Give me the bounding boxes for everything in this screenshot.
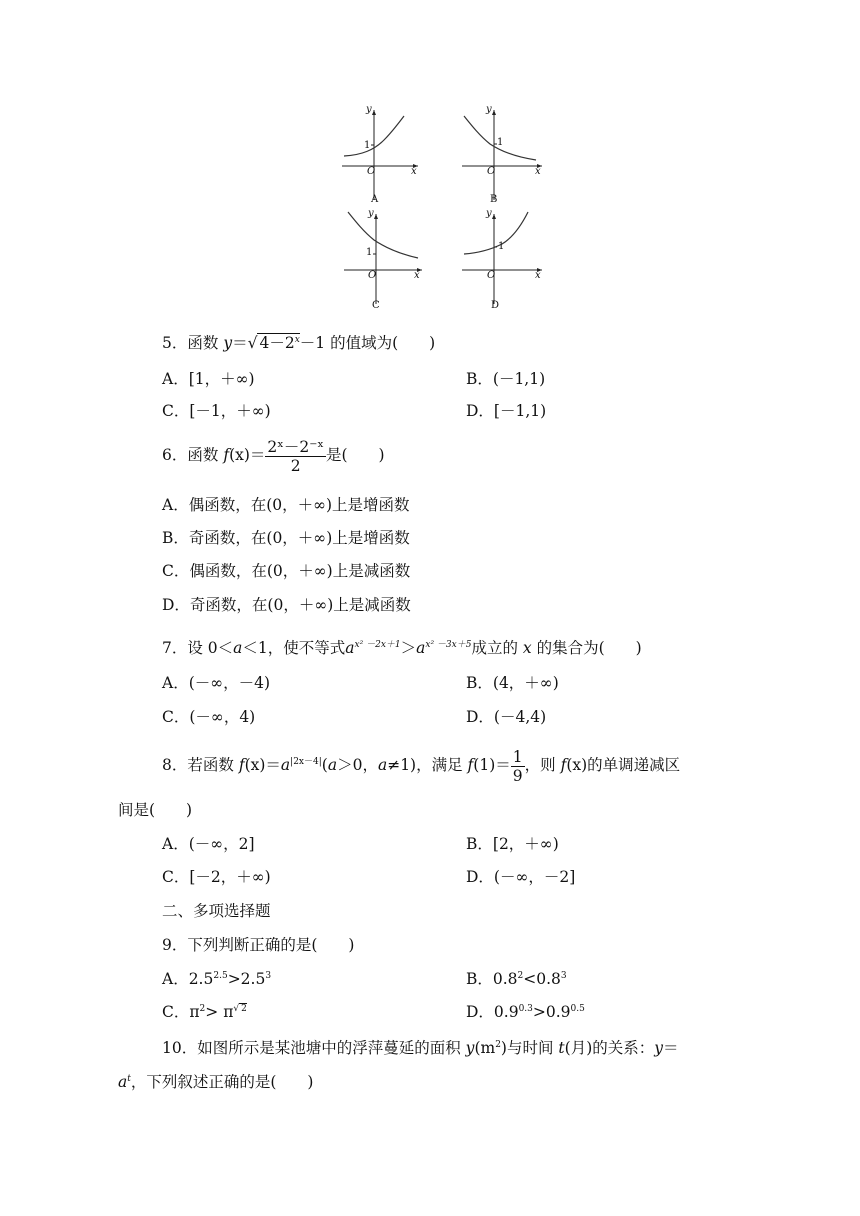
q7-x: x: [522, 639, 532, 657]
q8-tail: 的单调递减区: [587, 756, 681, 774]
q7-exp2: x² －3x＋5: [425, 639, 472, 650]
graph-c: [340, 208, 426, 308]
q7-stem: [162, 638, 642, 658]
q8-number: 8．: [162, 756, 188, 774]
q5-radicand: [257, 333, 299, 352]
q8-a3: a: [377, 756, 388, 774]
q6-tail: 是( ): [325, 446, 385, 464]
q6-option-c: C．偶函数，在(0，＋∞)上是减函数: [162, 562, 411, 580]
q6-denominator: 2: [290, 456, 301, 475]
q10-y2: y: [654, 1039, 664, 1057]
q5-radicand-text: 4－2: [259, 334, 295, 352]
q8-f1: (1)＝: [473, 756, 511, 774]
q5-sqrt: √ $4-2^x$: [247, 334, 300, 352]
graph-b-one-label: 1: [497, 137, 504, 148]
graph-d-letter: D: [491, 300, 500, 311]
q7-base1: a: [345, 639, 355, 657]
q9-a-base: A．2.5: [162, 970, 214, 988]
q9-b-exp2: 3: [560, 970, 567, 981]
q7-tail-b: 的集合为( ): [531, 639, 642, 657]
q10-stem-a: 如图所示是某池塘中的浮萍蔓延的面积: [197, 1039, 466, 1057]
graph-c-x-label: x: [414, 270, 420, 281]
q8-option-a: A．(－∞，2]: [162, 835, 255, 853]
graph-a-y-label: y: [366, 104, 372, 115]
q5-radicand-exp: x: [294, 334, 300, 345]
q8-eq: ＝: [265, 756, 281, 774]
q6-stem: [162, 433, 385, 477]
graph-d-origin-label: O: [487, 270, 496, 281]
q7-number: 7．: [162, 639, 188, 657]
q9-a-exp1: 2.5: [213, 970, 228, 981]
graph-b: [458, 104, 546, 204]
graph-c-caption: [372, 300, 380, 311]
q10-stem-line1: [162, 1038, 679, 1058]
q6-numerator: 2ˣ－2⁻ˣ: [267, 437, 324, 456]
q7-option-c: C．(－∞，4): [162, 708, 256, 726]
q10-unit-b: )与时间: [500, 1039, 559, 1057]
q5-option-c: C．[－1，＋∞): [162, 402, 271, 420]
q7-a: a: [233, 639, 243, 657]
q10-tail: ，下列叙述正确的是( ): [130, 1073, 314, 1091]
q8-option-b: B．[2，＋∞): [466, 835, 559, 853]
graph-c-y-label: y: [368, 208, 374, 219]
q8-after: ，则: [524, 756, 561, 774]
q8-option-c: C．[－2，＋∞): [162, 868, 271, 886]
q9-option-a: [162, 969, 271, 989]
graph-d: [458, 208, 546, 308]
graph-b-x-label: x: [535, 166, 541, 177]
q10-unit-a: (m: [474, 1039, 496, 1057]
q6-option-a: A．偶函数，在(0，＋∞)上是增函数: [162, 496, 410, 514]
graph-b-origin-label: O: [487, 166, 496, 177]
q8-denominator: 9: [512, 766, 523, 785]
q7-option-b: B．(4，＋∞): [466, 674, 559, 692]
q6-x: (x): [229, 446, 250, 464]
q6-f: f: [223, 446, 230, 464]
section-heading: 二、多项选择题: [162, 902, 271, 920]
graph-a-origin-label: O: [367, 166, 376, 177]
q8-f: f: [238, 756, 245, 774]
q7-gt: ＞: [400, 639, 417, 657]
q5-stem-text: 函数: [187, 334, 224, 352]
graph-c-one-label: 1: [366, 247, 373, 258]
q5-number: 5．: [162, 334, 188, 352]
q7-stem-a: 设 0＜: [187, 639, 234, 657]
q8-x2: (x): [566, 756, 588, 774]
q10-number: 10．: [162, 1039, 198, 1057]
q5-y: y: [223, 334, 233, 352]
q9-c-exp1: 2: [199, 1003, 206, 1014]
q8-option-d: D．(－∞，－2]: [466, 868, 576, 886]
q7-option-d: D．(－4,4): [466, 708, 547, 726]
q8-f3: f: [560, 756, 567, 774]
q8-f2: f: [467, 756, 474, 774]
q9-c-base: C．π: [162, 1003, 200, 1021]
q8-stem: [162, 743, 680, 787]
q9-option-d: [466, 1002, 585, 1022]
graph-a-letter: A: [371, 194, 379, 205]
q10-t: t: [558, 1039, 565, 1057]
q5-option-b: B．(－1,1): [466, 370, 546, 388]
q9-c-exp2: 2: [241, 1003, 247, 1014]
q9-d-exp1: 0.3: [518, 1003, 533, 1014]
q9-d-exp2: 0.5: [570, 1003, 585, 1014]
q8-cond-c: ≠1)，满足: [387, 756, 468, 774]
q8-x: (x): [244, 756, 266, 774]
graph-b-caption: [490, 194, 497, 205]
q7-stem-b: ＜1，使不等式: [242, 639, 346, 657]
graph-d-y-label: y: [486, 208, 492, 219]
q8-cond-b: ＞0，: [337, 756, 378, 774]
q10-eq: ＝: [663, 1039, 679, 1057]
q9-option-b: [466, 969, 567, 989]
q8-exp: |2x－4|: [290, 756, 322, 767]
q10-sup-t: t: [127, 1073, 131, 1084]
q7-base2: a: [416, 639, 426, 657]
q6-stem-text: 函数: [187, 446, 224, 464]
q9-b-base: B．0.8: [466, 970, 518, 988]
q5-option-d: D．[－1,1): [466, 402, 547, 420]
graph-b-y-label: y: [486, 104, 492, 115]
graph-a-x-label: x: [411, 166, 417, 177]
q9-a-exp2: 3: [265, 970, 272, 981]
q8-a2: a: [327, 756, 338, 774]
graph-d-caption: [491, 300, 499, 311]
q5-eq: ＝: [232, 334, 248, 352]
q10-y: y: [465, 1039, 475, 1057]
q6-number: 6．: [162, 446, 188, 464]
q9-a-mid: >2.5: [227, 970, 266, 988]
graph-a: [338, 104, 422, 204]
q8-line2: 间是( ): [118, 801, 193, 819]
q6-eq: ＝: [249, 446, 266, 464]
q5-option-a: A．[1，＋∞): [162, 370, 255, 388]
graph-b-letter: B: [490, 194, 498, 205]
graph-a-one-label: 1: [364, 140, 371, 151]
q10-unit-sup: 2: [495, 1039, 501, 1050]
q6-option-b: B．奇函数，在(0，＋∞)上是增函数: [162, 529, 410, 547]
q7-exp1: x² －2x＋1: [354, 639, 401, 650]
q5-tail: －1 的值域为( ): [299, 334, 436, 352]
q8-cond-a: (: [321, 756, 328, 774]
q9-b-exp1: 2: [517, 970, 524, 981]
q9-stem: 9．下列判断正确的是( ): [162, 936, 355, 954]
q10-a: a: [118, 1073, 128, 1091]
q9-d-base: D．0.9: [466, 1003, 519, 1021]
q5-stem: [162, 333, 435, 353]
graph-c-origin-label: O: [368, 270, 377, 281]
graph-d-x-label: x: [535, 270, 541, 281]
q8-numerator: 1: [512, 747, 523, 766]
q7-tail-a: 成立的: [471, 639, 523, 657]
q7-option-a: A．(－∞，－4): [162, 674, 271, 692]
q10-stem-b: (月)的关系：: [564, 1039, 655, 1057]
q8-stem-a: 若函数: [187, 756, 239, 774]
graph-d-one-label: 1: [498, 241, 505, 252]
q9-c-mid: > π: [205, 1003, 234, 1021]
q6-option-d: D．奇函数，在(0，＋∞)上是减函数: [162, 596, 411, 614]
q9-d-mid: >0.9: [532, 1003, 571, 1021]
q8-a: a: [280, 756, 291, 774]
q8-fraction: [511, 748, 525, 785]
q9-c-exp-sqrt: √ 2: [233, 1003, 247, 1014]
q9-option-c: [162, 1002, 247, 1022]
graph-a-caption: [371, 194, 378, 205]
graph-c-letter: C: [372, 300, 380, 311]
q6-fraction: [265, 438, 326, 475]
q10-stem-line2: [118, 1072, 313, 1092]
q9-b-mid: <0.8: [523, 970, 561, 988]
